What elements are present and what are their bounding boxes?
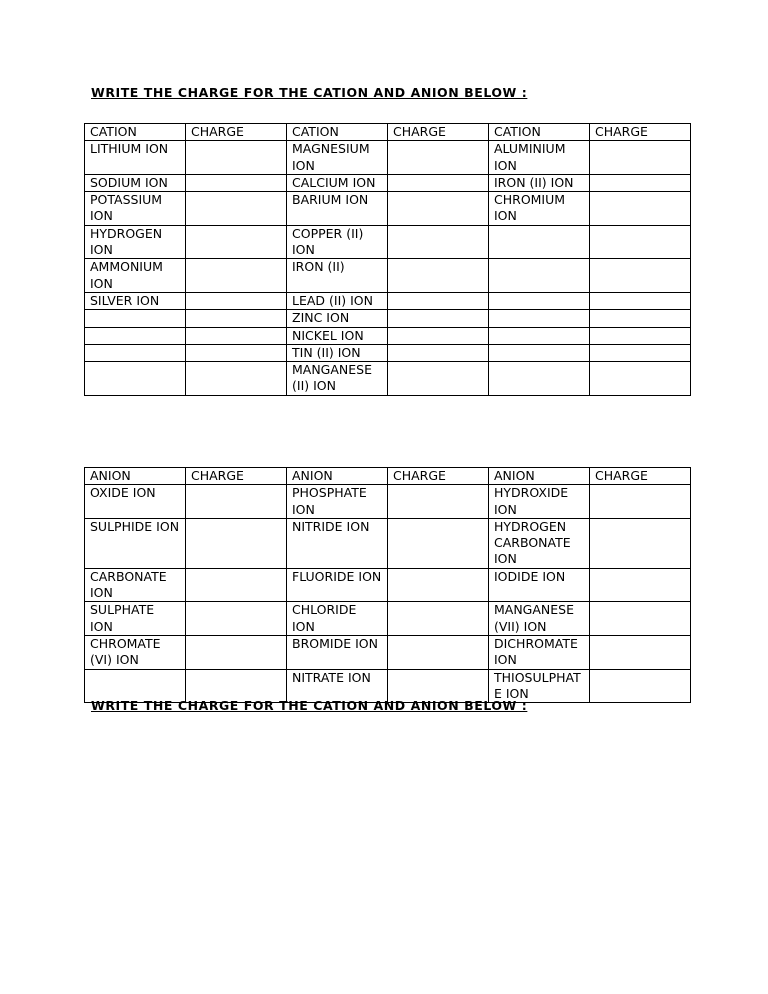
ion-name-cell: NITRATE ION bbox=[287, 669, 388, 703]
charge-answer-cell[interactable] bbox=[388, 362, 489, 396]
charge-answer-cell[interactable] bbox=[388, 141, 489, 175]
ion-name-cell: POTASSIUM ION bbox=[85, 192, 186, 226]
charge-answer-cell[interactable] bbox=[590, 292, 691, 309]
ion-name-cell: THIOSULPHATE ION bbox=[489, 669, 590, 703]
ion-name-cell: TIN (II) ION bbox=[287, 344, 388, 361]
column-header: CHARGE bbox=[590, 124, 691, 141]
charge-answer-cell[interactable] bbox=[388, 292, 489, 309]
charge-answer-cell[interactable] bbox=[388, 192, 489, 226]
ion-name-cell: CHROMATE (VI) ION bbox=[85, 635, 186, 669]
table-row bbox=[85, 602, 691, 636]
charge-answer-cell[interactable] bbox=[388, 174, 489, 191]
column-header: CHARGE bbox=[590, 468, 691, 485]
ion-name-cell bbox=[489, 310, 590, 327]
charge-answer-cell[interactable] bbox=[388, 344, 489, 361]
ion-name-cell: NICKEL ION bbox=[287, 327, 388, 344]
table-row bbox=[85, 362, 691, 396]
charge-answer-cell[interactable] bbox=[590, 259, 691, 293]
table-row bbox=[85, 568, 691, 602]
ion-name-cell bbox=[489, 327, 590, 344]
table-row bbox=[85, 310, 691, 327]
column-header: CHARGE bbox=[186, 124, 287, 141]
column-header: CATION bbox=[287, 124, 388, 141]
column-header: CHARGE bbox=[388, 468, 489, 485]
charge-answer-cell[interactable] bbox=[590, 635, 691, 669]
charge-answer-cell[interactable] bbox=[388, 568, 489, 602]
charge-answer-cell[interactable] bbox=[186, 344, 287, 361]
charge-answer-cell[interactable] bbox=[186, 602, 287, 636]
charge-answer-cell[interactable] bbox=[388, 602, 489, 636]
charge-answer-cell[interactable] bbox=[590, 327, 691, 344]
table-row bbox=[85, 141, 691, 175]
charge-answer-cell[interactable] bbox=[590, 602, 691, 636]
cation-table-body bbox=[85, 141, 691, 395]
ion-name-cell: COPPER (II) ION bbox=[287, 225, 388, 259]
ion-name-cell: LEAD (II) ION bbox=[287, 292, 388, 309]
charge-answer-cell[interactable] bbox=[388, 225, 489, 259]
ion-name-cell: IODIDE ION bbox=[489, 568, 590, 602]
worksheet-footer-heading: WRITE THE CHARGE FOR THE CATION AND ANION BELOW : bbox=[91, 698, 528, 713]
charge-answer-cell[interactable] bbox=[590, 192, 691, 226]
ion-name-cell bbox=[489, 292, 590, 309]
ion-name-cell bbox=[85, 310, 186, 327]
ion-name-cell: PHOSPHATE ION bbox=[287, 485, 388, 519]
charge-answer-cell[interactable] bbox=[590, 485, 691, 519]
ion-name-cell: CHROMIUM ION bbox=[489, 192, 590, 226]
column-header: ANION bbox=[85, 468, 186, 485]
ion-name-cell bbox=[489, 225, 590, 259]
ion-name-cell bbox=[85, 327, 186, 344]
ion-name-cell: SULPHATE ION bbox=[85, 602, 186, 636]
table-row bbox=[85, 485, 691, 519]
charge-answer-cell[interactable] bbox=[590, 344, 691, 361]
ion-name-cell: BARIUM ION bbox=[287, 192, 388, 226]
charge-answer-cell[interactable] bbox=[186, 225, 287, 259]
charge-answer-cell[interactable] bbox=[186, 174, 287, 191]
table-row bbox=[85, 192, 691, 226]
ion-name-cell: CARBONATE ION bbox=[85, 568, 186, 602]
ion-name-cell bbox=[489, 344, 590, 361]
charge-answer-cell[interactable] bbox=[590, 568, 691, 602]
ion-name-cell: HYDROGEN ION bbox=[85, 225, 186, 259]
ion-name-cell: OXIDE ION bbox=[85, 485, 186, 519]
charge-answer-cell[interactable] bbox=[388, 485, 489, 519]
table-row bbox=[85, 259, 691, 293]
table-row bbox=[85, 225, 691, 259]
table-row bbox=[85, 635, 691, 669]
column-header: ANION bbox=[287, 468, 388, 485]
charge-answer-cell[interactable] bbox=[186, 568, 287, 602]
charge-answer-cell[interactable] bbox=[186, 192, 287, 226]
ion-name-cell: DICHROMATE ION bbox=[489, 635, 590, 669]
table-row bbox=[85, 518, 691, 568]
ion-name-cell: HYDROXIDE ION bbox=[489, 485, 590, 519]
charge-answer-cell[interactable] bbox=[388, 635, 489, 669]
charge-answer-cell[interactable] bbox=[186, 635, 287, 669]
charge-answer-cell[interactable] bbox=[590, 174, 691, 191]
charge-answer-cell[interactable] bbox=[388, 259, 489, 293]
ion-name-cell: AMMONIUM ION bbox=[85, 259, 186, 293]
charge-answer-cell[interactable] bbox=[186, 485, 287, 519]
charge-answer-cell[interactable] bbox=[388, 327, 489, 344]
table-header-row bbox=[85, 124, 691, 141]
ion-name-cell: BROMIDE ION bbox=[287, 635, 388, 669]
charge-answer-cell[interactable] bbox=[590, 225, 691, 259]
charge-answer-cell[interactable] bbox=[590, 518, 691, 568]
ion-name-cell: FLUORIDE ION bbox=[287, 568, 388, 602]
table-row bbox=[85, 174, 691, 191]
ion-name-cell bbox=[489, 362, 590, 396]
ion-name-cell: IRON (II) bbox=[287, 259, 388, 293]
charge-answer-cell[interactable] bbox=[186, 362, 287, 396]
anion-table bbox=[84, 467, 691, 703]
charge-answer-cell[interactable] bbox=[186, 141, 287, 175]
ion-name-cell: IRON (II) ION bbox=[489, 174, 590, 191]
charge-answer-cell[interactable] bbox=[590, 310, 691, 327]
table-row bbox=[85, 327, 691, 344]
column-header: CATION bbox=[489, 124, 590, 141]
ion-name-cell: SULPHIDE ION bbox=[85, 518, 186, 568]
charge-answer-cell[interactable] bbox=[186, 259, 287, 293]
ion-name-cell: MANGANESE (II) ION bbox=[287, 362, 388, 396]
worksheet-heading: WRITE THE CHARGE FOR THE CATION AND ANION BELOW : bbox=[91, 85, 528, 100]
ion-name-cell bbox=[85, 344, 186, 361]
ion-name-cell: CHLORIDE ION bbox=[287, 602, 388, 636]
ion-name-cell: MANGANESE (VII) ION bbox=[489, 602, 590, 636]
charge-answer-cell[interactable] bbox=[388, 518, 489, 568]
anion-table-body bbox=[85, 485, 691, 703]
charge-answer-cell[interactable] bbox=[388, 310, 489, 327]
table-row bbox=[85, 344, 691, 361]
ion-name-cell: CALCIUM ION bbox=[287, 174, 388, 191]
charge-answer-cell[interactable] bbox=[590, 669, 691, 703]
ion-name-cell: MAGNESIUM ION bbox=[287, 141, 388, 175]
column-header: ANION bbox=[489, 468, 590, 485]
charge-answer-cell[interactable] bbox=[186, 310, 287, 327]
ion-name-cell: LITHIUM ION bbox=[85, 141, 186, 175]
ion-name-cell bbox=[85, 362, 186, 396]
ion-name-cell: NITRIDE ION bbox=[287, 518, 388, 568]
charge-answer-cell[interactable] bbox=[590, 362, 691, 396]
column-header: CHARGE bbox=[186, 468, 287, 485]
cation-table bbox=[84, 123, 691, 396]
ion-name-cell: SILVER ION bbox=[85, 292, 186, 309]
ion-name-cell: HYDROGEN CARBONATE ION bbox=[489, 518, 590, 568]
table-row bbox=[85, 292, 691, 309]
table-header-row bbox=[85, 468, 691, 485]
charge-answer-cell[interactable] bbox=[186, 292, 287, 309]
ion-name-cell: ALUMINIUM ION bbox=[489, 141, 590, 175]
charge-answer-cell[interactable] bbox=[186, 518, 287, 568]
column-header: CHARGE bbox=[388, 124, 489, 141]
column-header: CATION bbox=[85, 124, 186, 141]
ion-name-cell: ZINC ION bbox=[287, 310, 388, 327]
ion-name-cell: SODIUM ION bbox=[85, 174, 186, 191]
charge-answer-cell[interactable] bbox=[590, 141, 691, 175]
ion-name-cell bbox=[489, 259, 590, 293]
charge-answer-cell[interactable] bbox=[186, 327, 287, 344]
